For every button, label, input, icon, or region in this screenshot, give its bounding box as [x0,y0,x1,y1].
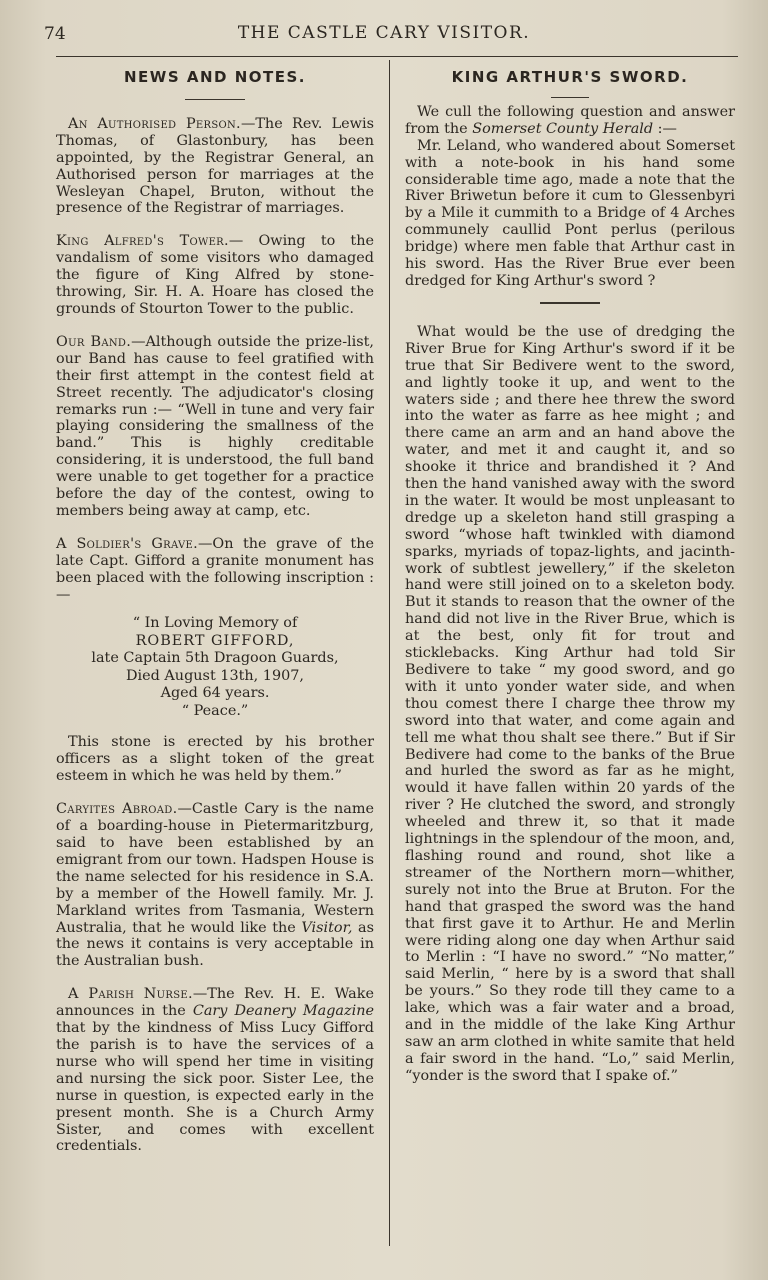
article-intro-text: :— [653,120,677,137]
news-item-text: —On the grave of the late Capt. Gifford a granite monument has been placed with the following inscription :— [56,535,374,603]
heading-rule [551,97,589,98]
page-header [40,22,728,46]
journal-title: THE CASTLE CARY VISITOR. [237,23,531,43]
news-item-title: An Authorised Person. [68,115,241,132]
king-arthurs-sword-column [405,64,735,1085]
inscription-line: “ Peace.” [181,702,249,719]
news-item-title: King Alfred's Tower. [56,233,229,250]
news-item-authorised-person [56,116,374,217]
news-item-title: A Soldier's Grave. [56,535,198,552]
news-item-king-alfreds-tower [56,233,374,318]
news-item-our-band [56,334,374,520]
inscription-line: Aged 64 years. [160,685,270,702]
article-intro-text: We cull the following question and answer from the [405,103,735,137]
article-source: Somerset County Herald [472,120,654,137]
news-item-title: A Parish Nurse. [68,986,193,1003]
news-item-caryites-abroad [56,801,374,970]
news-item-emphasis: Cary Deanery Magazine [192,1003,374,1020]
news-item-text: —The Rev. Lewis Thomas, of Glastonbury, has been appointed, by the Registrar General, an Authorised person for marriages at the Wesleyan Chapel, Bruton, without the presence of the Registrar of marriages. [56,115,374,217]
news-item-soldiers-grave [56,536,374,604]
inscription-line: Died August 13th, 1907, [125,667,305,684]
header-rule [56,56,738,57]
king-arthurs-sword-heading: KING ARTHUR'S SWORD. [451,68,689,86]
news-item-title: Our Band. [56,333,132,350]
section-rule [540,302,600,304]
news-item-text: as the news it contains is very acceptable in the Australian bush. [56,919,374,970]
inscription-line: late Captain 5th Dragoon Guards, [91,650,339,667]
inscription-after-text: This stone is erected by his brother officers as a slight token of the great esteem in which he was held by them.” [56,734,374,785]
news-item-emphasis: Visitor, [301,919,353,936]
news-item-text: — Owing to the vandalism of some visitors who damaged the figure of King Alfred by stone-throwing, Sir. H. A. Hoare has closed the grounds of Stourton Tower to the public. [56,233,374,317]
heading-rule [185,99,245,100]
page-number: 74 [44,24,66,44]
news-and-notes-column [56,64,374,1171]
article-question: Mr. Leland, who wandered about Somerset with a note-book in his hand some considerable time ago, made a note that the River Briwetun before it cum to Glessenbyri by a Mile it cummith to a Bridge of 4 Arches communely caullid Pont perlus (perilous bridge) where men fable that Arthur cast in his sword. Has the River Brue ever been dredged for King Arthur's sword ? [405,137,735,289]
news-item-text: —Although outside the prize-list, our Band has cause to feel gratified with their first attempt in the contest field at Street recently. The adjudicator's closing remarks run :— “Well in tune and very fair playing considering the smallness of the band.” This is highly creditable considering, it is understood, the full band were unable to get together for a practice before the day of the contest, owing to members being away at camp, etc. [56,333,375,519]
news-item-title: Caryites Abroad. [56,801,178,818]
news-item-parish-nurse [56,986,374,1155]
news-item-text: —The Rev. H. E. Wake announces in the [56,986,374,1020]
article-answer: What would be the use of dredging the River Brue for King Arthur's sword if it be true that Sir Bedivere went to the sword, and lightly tooke it up, and went to the waters side ; and there hee threw the sword into the water as farre as hee might ; and there came an arm and an hand above the water, and met it and caught it, and so shooke it thrice and brandished it ? And then the hand vanished away with the sword in the water. It would be most unpleasant to dredge up a skeleton hand still grasping a sword “whose haft twinkled with diamond sparks, myriads of topaz-lights, and jacinth-work of subtlest jewellery,” if the skeleton hand were still joined on to a skeleton body. But it stands to reason that the owner of the hand did not live in the River Brue, which is at the best, only fit for trout and sticklebacks. King Arthur had told Sir Bedivere to take “ my good sword, and go with it unto yonder water side, and when thou comest there I charge thee throw my sword into that water, and come again and tell me what thou shalt see there.” But if Sir Bedivere had come to the banks of the Brue and hurled the sword as far as he might, would it have fallen within 20 yards of the river ? He clutched the sword, and strongly wheeled and threw it, so that it made lightnings in the splendour of the moon, and, flashing round and round, shot like a streamer of the Northern morn—whither, surely not into the Brue at Bruton. For the hand that grasped the sword was the hand that first gave it to Arthur. He and Merlin were riding along one day when Arthur said to Merlin : “I have no sword.” “No matter,” said Merlin, “ here by is a sword that shall be yours.” So they rode till they came to a lake, which was a fair water and a broad, and in the middle of the lake King Arthur saw an arm clothed in white samite that held a fair sword in the hand. “Lo,” said Merlin, “yonder is the sword that I spake of.” [405,323,735,1084]
news-item-text: that by the kindness of Miss Lucy Gifford the parish is to have the services of a nurse who will spend her time in visiting and nursing the sick poor. Sister Lee, the nurse in question, is expected early in the present month. She is a Church Army Sister, and comes with excellent credentials. [56,1020,374,1155]
article-intro [405,104,735,138]
inscription-line: “ In Loving Memory of [132,615,298,632]
grave-inscription [56,615,374,720]
inscription-name: ROBERT GIFFORD, [135,632,295,649]
column-divider [389,60,390,1246]
news-and-notes-heading: NEWS AND NOTES. [124,68,306,86]
news-item-text: —Castle Cary is the name of a boarding-house in Pietermaritzburg, said to have been established by an emigrant from our town. Hadspen House is the name selected for his residence in S.A. by a member of the Howell family. Mr. J. Markland writes from Tasmania, Western Australia, that he would like the [56,801,375,936]
